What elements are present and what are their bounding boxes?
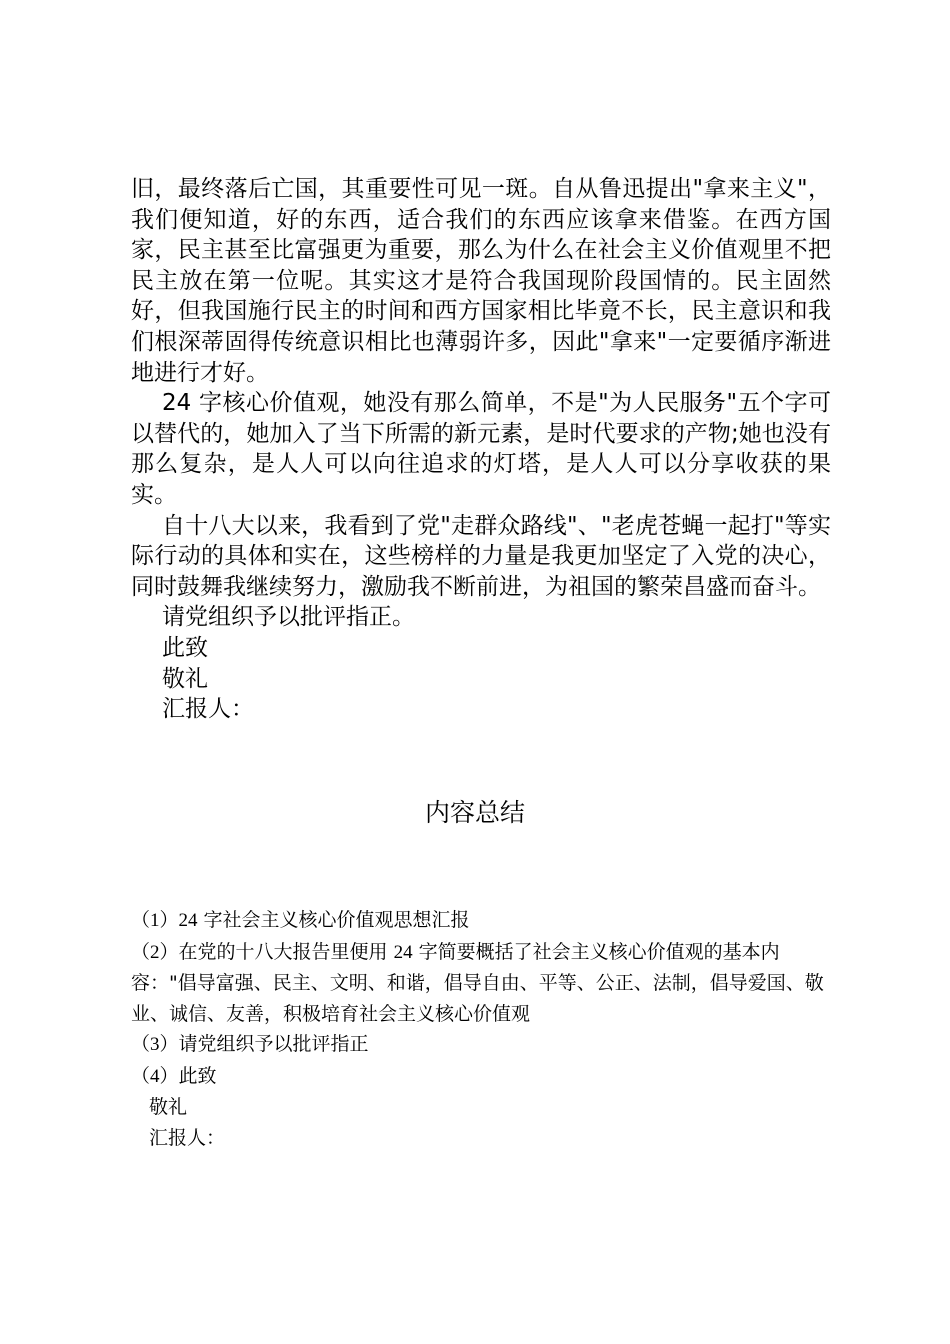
summary-item-text: 在党的十八大报告里便用 — [178, 940, 394, 963]
summary-item-3 — [131, 1029, 831, 1061]
summary-item-number: （1） — [131, 910, 179, 931]
summary-heading: 内容总结 — [424, 798, 525, 827]
summary-item-text: 此致 — [178, 1064, 217, 1087]
request-line: 请党组织予以批评指正。 — [162, 604, 415, 631]
summary-item-1 — [131, 905, 831, 937]
summary-item-number: （2） — [131, 941, 179, 963]
summary-item-text: 字社会主义核心价值观思想汇报 — [197, 909, 470, 931]
summary-item-number: （3） — [131, 1034, 179, 1055]
summary-item-4 — [131, 1061, 831, 1093]
summary-list — [131, 905, 831, 1153]
summary-item-text: 请党组织予以批评指正 — [178, 1033, 369, 1055]
paragraph-core-values: 24 字核心价值观，她没有那么简单，不是"为人民服务"五个字可以替代的，她加入了当下所需的新元素，是时代要求的产物;她也没有那么复杂，是人人可以向往追求的灯塔，是人人可以分享收获的果实。 — [131, 390, 831, 508]
summary-item-text: 字简要概括了社会主义核心价值观的基本内容："倡导富强、民主、文明、和谐，倡导自由、平等、公正、法制，倡导爱国、敬业、诚信、友善，积极培育社会主义核心价值观 — [131, 940, 824, 1025]
reporter-line: 汇报人： — [162, 696, 254, 723]
summary-item-2 — [131, 937, 831, 1030]
summary-item-number: （4） — [131, 1065, 179, 1087]
paragraph-eighteenth-congress: 自十八大以来，我看到了党"走群众路线"、"老虎苍蝇一起打"等实际行动的具体和实在，这些榜样的力量是我更加坚定了入党的决心，同时鼓舞我继续努力，激励我不断前进，为祖国的繁荣昌盛而奋斗。 — [131, 512, 831, 600]
summary-item-figure: 24 — [393, 941, 413, 963]
closing-regards: 敬礼 — [162, 665, 208, 692]
paragraph-democracy: 旧，最终落后亡国，其重要性可见一斑。自从鲁迅提出"拿来主义"，我们便知道，好的东西，适合我们的东西应该拿来借鉴。在西方国家，民主甚至比富强更为重要，那么为什么在社会主义价值观里不把民主放在第一位呢。其实这才是符合我国现阶段国情的。民主固然好，但我国施行民主的时间和西方国家相比毕竟不长，民主意识和我们根深蒂固得传统意识相比也薄弱许多，因此"拿来"一定要循序渐进地进行才好。 — [131, 176, 831, 386]
closing-salutation: 此致 — [162, 634, 208, 661]
report-body — [131, 174, 831, 725]
summary-reporter: 汇报人： — [149, 1126, 226, 1149]
summary-item-figure: 24 — [178, 910, 198, 931]
summary-closing: 敬礼 — [149, 1096, 188, 1118]
